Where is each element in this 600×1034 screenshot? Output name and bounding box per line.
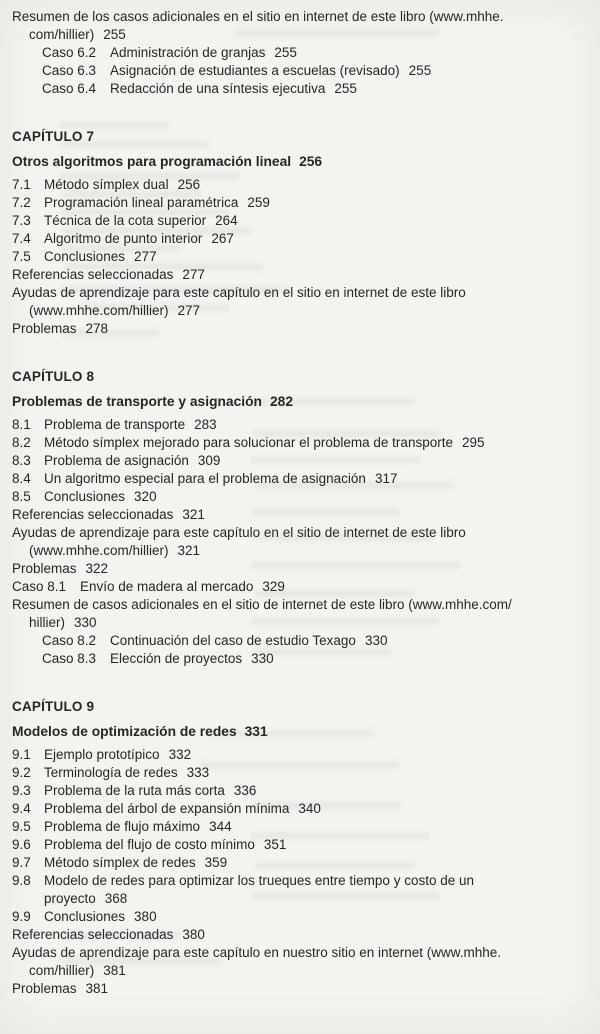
entry-number: 9.7 [12,855,31,870]
entry-text: Elección de proyectos [110,651,243,666]
entry-number: 9.6 [12,837,31,852]
entry-text: Asignación de estudiantes a escuelas (revisado) [110,63,400,78]
entry-text: Método símplex mejorado para solucionar el problema de transporte [44,435,453,450]
entry-text: Ayudas de aprendizaje para este capítulo en nuestro sitio en internet (www.mhhe. [12,945,502,960]
entry-page: 283 [194,417,217,432]
entry-page: 344 [209,819,232,834]
toc-line [12,194,586,212]
chapter-section [12,698,586,998]
entry-text: Ayudas de aprendizaje para este capítulo en el sitio de internet de este libro [12,525,466,540]
entry-page: 340 [298,801,321,816]
toc-line [12,944,586,962]
chapter-title [12,153,586,171]
entry-page: 368 [104,891,128,906]
entry-page: 321 [177,543,201,558]
toc-line [12,248,586,266]
toc-line [12,266,586,284]
entry-page: 278 [85,321,109,336]
entry-text: Continuación del caso de estudio Texago [110,633,356,648]
chapter-title-page: 282 [269,394,293,409]
toc-line [12,8,586,26]
entry-text: Conclusiones [44,909,126,924]
entry-text: com/hillier) [29,963,95,978]
toc-line [12,488,586,506]
chapter-section [12,368,586,668]
chapter-title-text: Problemas de transporte y asignación [12,394,262,409]
entry-number: 9.2 [12,765,31,780]
entry-text: Problemas [12,321,77,336]
entry-page: 317 [374,471,398,486]
toc-line [12,908,586,926]
toc-line [12,890,586,908]
entry-page: 277 [182,267,205,282]
entry-number: 7.2 [12,195,31,210]
entry-page: 255 [334,81,357,96]
entry-text: Problema de asignación [44,453,189,468]
chapter-section [12,128,586,338]
toc-line [12,854,586,872]
toc-line [12,26,586,44]
entry-text: Programación lineal paramétrica [44,195,239,210]
chapter-heading: CAPÍTULO 7 [12,129,95,144]
entry-page: 277 [177,303,201,318]
entry-page: 321 [182,507,205,522]
chapter-title-page: 331 [244,724,268,739]
entry-number: 9.1 [12,747,31,762]
toc-line [12,596,586,614]
chapter-title-text: Modelos de optimización de redes [12,724,237,739]
case-label: Caso 6.3 [42,63,97,78]
chapter-title [12,723,586,741]
entry-page: 259 [247,195,270,210]
toc-line [12,980,586,998]
toc-line [12,962,586,980]
entry-text: Problema del árbol de expansión mínima [44,801,290,816]
toc-line [12,524,586,542]
entry-text: Algoritmo de punto interior [44,231,203,246]
toc-line [12,452,586,470]
entry-text: proyecto [44,891,96,906]
entry-page: 255 [274,45,297,60]
entry-text: Modelo de redes para optimizar los trueques entre tiempo y costo de un [44,873,474,888]
entry-text: Un algoritmo especial para el problema de asignación [44,471,366,486]
entry-text: Referencias seleccionadas [12,927,174,942]
toc-line [12,416,586,434]
toc-line [12,650,586,668]
toc-line [12,62,586,80]
entry-text: Ayudas de aprendizaje para este capítulo en el sitio en internet de este libro [12,285,466,300]
toc-line [12,782,586,800]
entry-number: 8.2 [12,435,31,450]
chapter-title-page: 256 [299,154,323,169]
chapter-title [12,393,586,411]
toc-line [12,80,586,98]
toc-line [12,926,586,944]
entry-number: 7.3 [12,213,31,228]
toc-line [12,470,586,488]
toc-fragment [12,8,586,98]
entry-text: Problema de flujo máximo [44,819,201,834]
entry-text: (www.mhhe.com/hillier) [29,543,169,558]
entry-page: 330 [251,651,274,666]
entry-page: 330 [364,633,388,648]
toc-line [12,44,586,62]
entry-number: 9.8 [12,873,31,888]
entry-page: 336 [233,783,257,798]
entry-text: Ejemplo prototípico [44,747,160,762]
chapter-title-text: Otros algoritmos para programación lineal [12,154,292,169]
entry-text: Problema de transporte [44,417,186,432]
case-label: Caso 8.3 [42,651,97,666]
entry-page: 381 [103,963,126,978]
toc-line [12,506,586,524]
toc-line [12,434,586,452]
entry-page: 256 [177,177,201,192]
entry-page: 330 [74,615,97,630]
entry-list [12,176,586,338]
entry-text: hillier) [29,615,66,630]
entry-text: Método símplex de redes [44,855,196,870]
toc-line [12,560,586,578]
toc-line [12,176,586,194]
chapter-heading: CAPÍTULO 8 [12,369,95,384]
entry-text: Técnica de la cota superior [44,213,207,228]
entry-page: 295 [461,435,485,450]
entry-text: Problemas [12,981,77,996]
toc-line [12,800,586,818]
toc-line [12,302,586,320]
toc-line [12,284,586,302]
toc-line [12,542,586,560]
toc-line [12,230,586,248]
entry-number: 8.1 [12,417,31,432]
toc-line [12,872,586,890]
entry-page: 255 [408,63,432,78]
entry-text: (www.mhhe.com/hillier) [29,303,169,318]
entry-text: Terminología de redes [44,765,178,780]
entry-number: 9.3 [12,783,31,798]
toc-line [12,614,586,632]
entry-page: 381 [85,981,109,996]
toc-line [12,836,586,854]
entry-number: 9.9 [12,909,31,924]
entry-number: 8.4 [12,471,31,486]
entry-text: Redacción de una síntesis ejecutiva [110,81,326,96]
entry-text: com/hillier) [29,27,95,42]
entry-list [12,746,586,998]
entry-page: 320 [134,489,157,504]
entry-text: Resumen de los casos adicionales en el sitio en internet de este libro (www.mhhe. [12,9,504,24]
entry-page: 322 [85,561,109,576]
entry-text: Problemas [12,561,77,576]
toc-line [12,632,586,650]
toc-line [12,212,586,230]
entry-page: 332 [168,747,192,762]
entry-page: 333 [186,765,210,780]
entry-list [12,416,586,668]
entry-text: Administración de granjas [110,45,266,60]
entry-text: Método símplex dual [44,177,169,192]
entry-page: 359 [204,855,228,870]
entry-page: 309 [197,453,221,468]
case-label: Caso 6.4 [42,81,97,96]
toc-line [12,746,586,764]
entry-number: 8.3 [12,453,31,468]
entry-page: 351 [263,837,287,852]
toc-line [12,320,586,338]
toc-line [12,818,586,836]
entry-page: 264 [215,213,238,228]
entry-text: Conclusiones [44,249,126,264]
entry-text: Referencias seleccionadas [12,267,174,282]
entry-number: 8.5 [12,489,31,504]
entry-number: 9.5 [12,819,31,834]
entry-page: 380 [134,909,157,924]
entry-number: 7.4 [12,231,31,246]
entry-number: 7.5 [12,249,31,264]
entry-text: Resumen de casos adicionales en el sitio de internet de este libro (www.mhhe.com/ [12,597,512,612]
chapter-heading: CAPÍTULO 9 [12,699,95,714]
toc-line [12,578,586,596]
case-label: Caso 8.1 [12,579,67,594]
entry-text: Referencias seleccionadas [12,507,174,522]
entry-page: 380 [182,927,205,942]
entry-page: 277 [134,249,157,264]
case-label: Caso 6.2 [42,45,97,60]
entry-text: Envío de madera al mercado [80,579,254,594]
entry-list [12,8,586,98]
entry-page: 329 [262,579,285,594]
entry-page: 255 [103,27,126,42]
entry-text: Conclusiones [44,489,126,504]
case-label: Caso 8.2 [42,633,97,648]
entry-text: Problema del flujo de costo mínimo [44,837,255,852]
entry-page: 267 [211,231,234,246]
entry-text: Problema de la ruta más corta [44,783,225,798]
toc-line [12,764,586,782]
entry-number: 7.1 [12,177,31,192]
entry-number: 9.4 [12,801,31,816]
